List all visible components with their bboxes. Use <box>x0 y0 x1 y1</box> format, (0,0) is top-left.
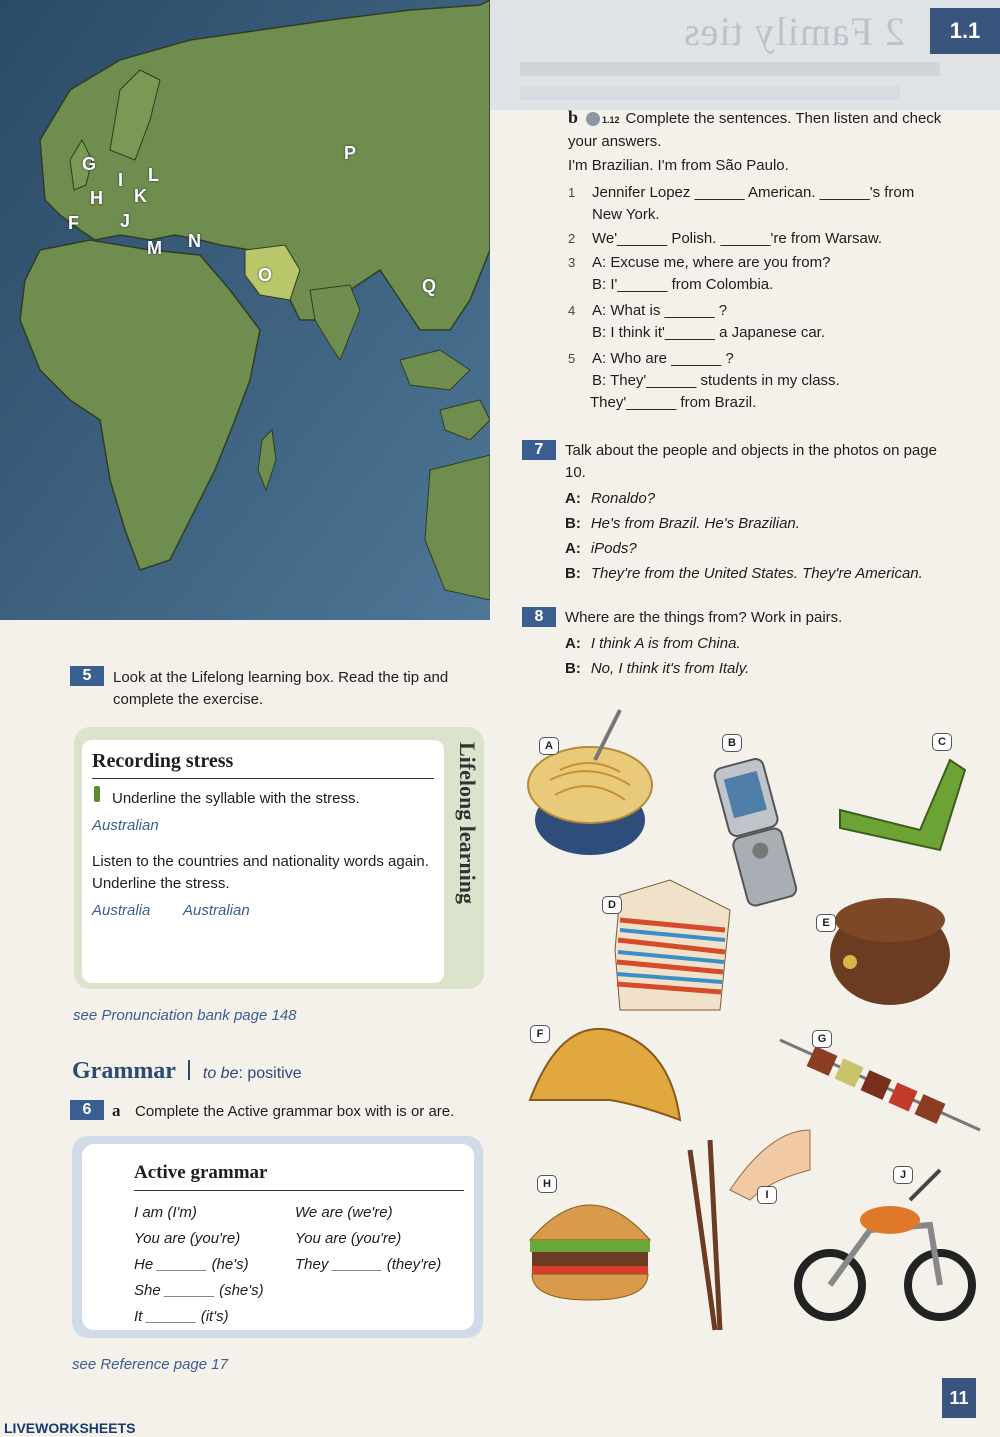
list-item: 2 We'______ Polish. ______'re from Warsaw. <box>568 228 968 252</box>
list-item-line: A: Who are ______ ? <box>592 350 734 367</box>
grammar-line: They ______ (they're) <box>295 1256 442 1273</box>
picture-label-c: C <box>932 733 952 751</box>
exercise-5-instruction: Look at the Lifelong learning box. Read the tip and complete the exercise. <box>113 669 449 708</box>
map-label-f: F <box>68 213 79 233</box>
picture-label-h: H <box>537 1175 557 1193</box>
map-label-j: J <box>120 211 131 231</box>
mobile-phone-image <box>713 757 798 907</box>
lifelong-side-label: Lifelong learning <box>455 742 480 904</box>
exercise-5-badge: 5 <box>70 666 104 686</box>
list-item: 4 A: What is ______ ? B: I think it'______ a Japanese car. <box>568 300 968 348</box>
header-title-mirrored: 2 Family ties <box>683 9 905 54</box>
unit-tab: 1.1 <box>930 8 1000 54</box>
map-label-o: O <box>258 265 273 285</box>
list-item: 3 A: Excuse me, where are you from? B: I'______ from Colombia. <box>568 252 968 300</box>
list-item-line: A: What is ______ ? <box>592 302 728 319</box>
grammar-line: You are (you're) <box>134 1230 241 1247</box>
divider <box>92 778 434 779</box>
dialogue-line: A: Ronaldo? <box>565 490 656 507</box>
grammar-reference: see Reference page 17 <box>72 1356 228 1373</box>
list-item-line: A: Excuse me, where are you from? <box>592 254 831 271</box>
exercise-7-badge: 7 <box>522 440 556 460</box>
exercise-6-letter: a <box>112 1101 121 1120</box>
active-grammar-left <box>134 1200 294 1330</box>
grammar-line: You are (you're) <box>295 1230 402 1247</box>
boomerang-image <box>840 760 965 850</box>
map-label-m: M <box>147 238 162 258</box>
audio-icon[interactable] <box>586 112 600 126</box>
exercise-b-instruction <box>568 106 948 153</box>
tip-exclamation-icon <box>94 786 100 802</box>
divider <box>134 1190 464 1191</box>
picture-label-e: E <box>816 914 836 932</box>
kebab-image <box>780 1040 980 1130</box>
grammar-line: She ______ (she's) <box>134 1282 264 1299</box>
lifelong-example-2: Australian <box>183 902 250 919</box>
list-item-line: B: I think it'______ a Japanese car. <box>592 324 826 341</box>
map-label-g: G <box>82 154 97 174</box>
picture-label-b: B <box>722 734 742 752</box>
header-stripe <box>520 62 940 76</box>
active-grammar-title: Active grammar <box>134 1162 268 1183</box>
liveworksheets-logo: LIVEWORKSHEETS <box>4 1420 136 1436</box>
spaghetti-image <box>528 710 652 855</box>
list-item-line: They'______ from Brazil. <box>590 394 757 411</box>
picture-label-g: G <box>812 1030 832 1048</box>
croissant-image <box>530 1029 680 1120</box>
map-label-n: N <box>188 231 201 251</box>
grammar-heading: Grammar to be: positive <box>72 1058 302 1084</box>
map-label-i: I <box>118 170 124 190</box>
exercise-6-badge: 6 <box>70 1100 104 1120</box>
dialogue-line: A: iPods? <box>565 540 637 557</box>
exercise-8-badge: 8 <box>522 607 556 627</box>
dialogue-line: B: He's from Brazil. He's Brazilian. <box>565 515 800 532</box>
lifelong-tip-example: Australian <box>92 817 159 834</box>
lifelong-tip: Underline the syllable with the stress. <box>112 790 360 807</box>
list-item-line: B: I'______ from Colombia. <box>592 276 774 293</box>
dialogue-line: B: They're from the United States. They're American. <box>565 565 923 582</box>
dialogue-line: B: No, I think it's from Italy. <box>565 660 750 677</box>
grammar-line: I am (I'm) <box>134 1204 197 1221</box>
exercise-6-instruction: Complete the Active grammar box with is or are. <box>135 1103 455 1120</box>
world-map <box>0 0 490 640</box>
exercise-7-dialogue <box>565 488 965 588</box>
lifelong-task: Listen to the countries and nationality words again. Underline the stress. <box>92 853 429 892</box>
picture-label-d: D <box>602 896 622 914</box>
list-item-line: Jennifer Lopez ______ American. ______'s from <box>592 184 915 201</box>
list-item: 1 Jennifer Lopez ______ American. ______'s from New York. <box>568 182 968 228</box>
exercise-8-dialogue <box>565 633 965 683</box>
list-item-line: B: They'______ students in my class. <box>592 372 840 389</box>
picture-label-j: J <box>893 1166 913 1184</box>
lifelong-example-1: Australia <box>92 902 151 919</box>
list-item-line: We'______ Polish. ______'re from Warsaw. <box>592 230 883 247</box>
fur-hat-image <box>830 898 950 1005</box>
exercise-b-letter: b <box>568 107 579 127</box>
map-label-l: L <box>148 165 159 185</box>
pronunciation-reference: see Pronunciation bank page 148 <box>73 1007 297 1024</box>
dialogue-line: A: I think A is from China. <box>565 635 741 652</box>
list-item: 5 A: Who are ______ ? B: They'______ students in my class. They'______ from Brazil. <box>568 348 968 418</box>
map-label-q: Q <box>422 276 437 296</box>
header-stripe <box>520 86 900 100</box>
picture-label-a: A <box>539 737 559 755</box>
map-label-p: P <box>344 143 357 163</box>
exercise-7-instruction: Talk about the people and objects in the photos on page 10. <box>565 442 937 481</box>
grammar-line: We are (we're) <box>295 1204 393 1221</box>
chopsticks-image <box>690 1130 810 1330</box>
picture-label-i: I <box>757 1186 777 1204</box>
grammar-line: It ______ (it's) <box>134 1308 229 1325</box>
map-label-h: H <box>90 188 103 208</box>
grammar-line: He ______ (he's) <box>134 1256 249 1273</box>
exercise-b-list <box>568 182 968 418</box>
map-label-k: K <box>134 186 147 206</box>
page-number: 11 <box>942 1378 976 1418</box>
hamburger-image <box>530 1205 650 1300</box>
exercise-b-example: I'm Brazilian. I'm from São Paulo. <box>568 157 789 174</box>
lifelong-title: Recording stress <box>92 750 234 772</box>
object-illustrations <box>520 700 990 1340</box>
exercise-b-text: Complete the sentences. Then listen and check your answers. <box>568 110 942 150</box>
poncho-image <box>615 880 730 1010</box>
track-number: 1.12 <box>602 115 620 125</box>
active-grammar-right <box>295 1200 465 1278</box>
picture-label-f: F <box>530 1025 550 1043</box>
exercise-8-instruction: Where are the things from? Work in pairs. <box>565 609 843 626</box>
list-item-line: New York. <box>592 206 660 223</box>
motorbike-image <box>798 1170 972 1317</box>
